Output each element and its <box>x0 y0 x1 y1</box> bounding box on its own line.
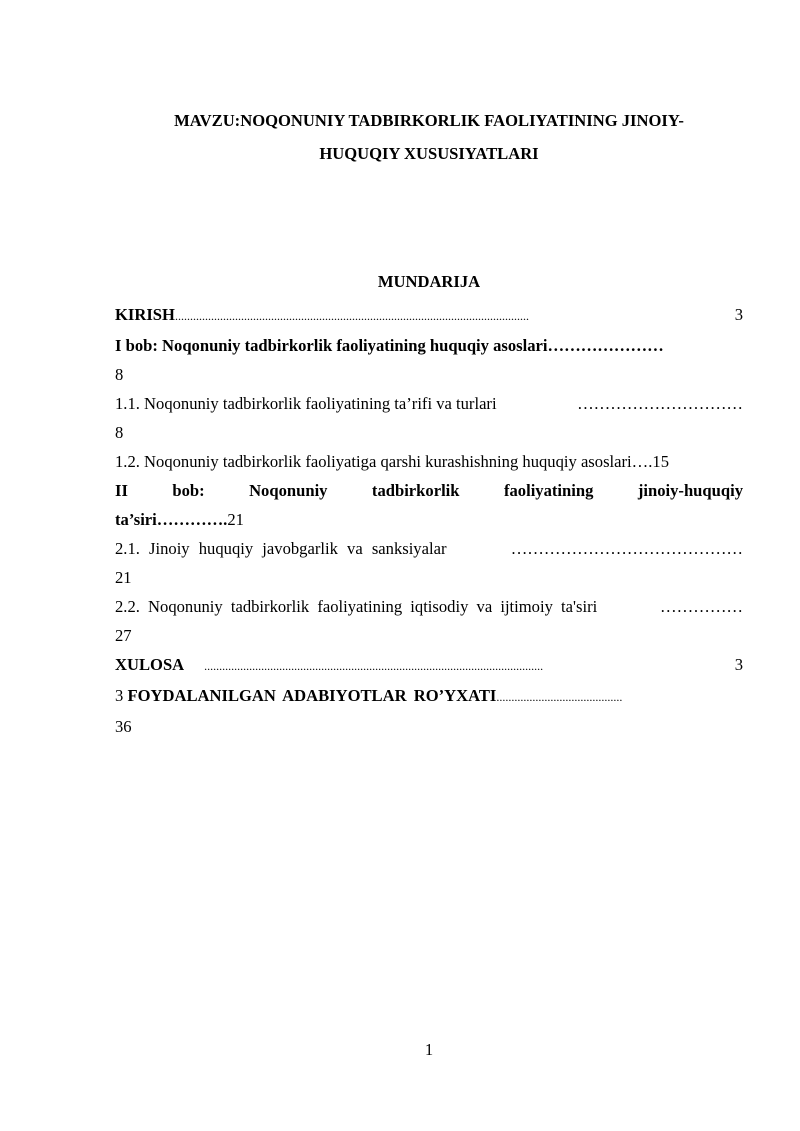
title-line-1: MAVZU:NOQONUNIY TADBIRKORLIK FAOLIYATINING JINOIY- <box>174 111 684 130</box>
toc-entry-word: tadbirkorlik <box>371 481 460 500</box>
toc-entry-page: 15 <box>652 452 669 471</box>
toc-entry-page: 3 <box>734 655 743 674</box>
toc-entry-page: 21 <box>115 568 132 587</box>
toc-entry-2-1[interactable] <box>115 534 743 563</box>
toc-entry-word: jinoiy-huquqiy <box>637 481 743 500</box>
toc-entry-word: II <box>115 481 128 500</box>
table-of-contents <box>115 300 743 741</box>
toc-entry-chapter-2[interactable] <box>115 476 743 505</box>
toc-entry-dots: …………… <box>660 597 743 616</box>
toc-heading: MUNDARIJA <box>377 272 481 291</box>
toc-entry-label: 2.2. Noqonuniy tadbirkorlik faoliyatining iqtisodiy va ijtimoiy ta'siri <box>115 597 598 616</box>
toc-entry-label: FOYDALANILGAN ADABIYOTLAR RO’YXATI <box>127 686 497 705</box>
toc-entry-dots: .......................................... <box>496 690 623 704</box>
toc-entry-dots: ...................................................................................................................... <box>174 309 529 323</box>
toc-entry-1-2[interactable] <box>115 447 743 476</box>
toc-entry-kirish[interactable] <box>115 300 743 331</box>
title-line-2: HUQUQIY XUSUSIYATLARI <box>319 144 539 163</box>
toc-entry-label: XULOSA <box>115 655 185 674</box>
toc-entry-page-part: 3 <box>115 686 124 705</box>
toc-entry-word: faoliyatining <box>503 481 594 500</box>
toc-entry-page: 21 <box>227 510 244 529</box>
toc-entry-page: 36 <box>115 717 132 736</box>
toc-entry-2-2[interactable] <box>115 592 743 621</box>
toc-entry-dots: …………………………………… <box>510 539 743 558</box>
toc-entry-chapter-1[interactable] <box>115 331 743 360</box>
toc-entry-chapter-2-cont <box>115 505 743 534</box>
toc-entry-page: 8 <box>115 365 124 384</box>
toc-entry-label: 2.1. Jinoiy huquqiy javobgarlik va sanksiyalar <box>115 539 447 558</box>
toc-entry-word: bob: <box>172 481 205 500</box>
toc-entry-references[interactable] <box>115 681 743 712</box>
document-title <box>100 104 758 170</box>
toc-entry-label: I bob: Noqonuniy tadbirkorlik faoliyatining huquqiy asoslari <box>115 336 548 355</box>
toc-entry-label: KIRISH <box>115 305 175 324</box>
toc-entry-1-1[interactable] <box>115 389 743 418</box>
toc-entry-dots: ................................................................................................................. <box>204 659 544 673</box>
toc-entry-label: ta’siri <box>115 510 157 529</box>
toc-entry-page: 3 <box>734 305 743 324</box>
toc-entry-xulosa[interactable] <box>115 650 743 681</box>
toc-entry-dots: …. <box>631 452 653 471</box>
page-number: 1 <box>424 1040 434 1059</box>
toc-entry-dots: ………………… <box>547 336 664 355</box>
toc-entry-label: 1.2. Noqonuniy tadbirkorlik faoliyatiga qarshi kurashishning huquqiy asoslari <box>115 452 632 471</box>
toc-entry-page: 27 <box>115 626 132 645</box>
toc-entry-page: 8 <box>115 423 124 442</box>
toc-entry-word: Noqonuniy <box>249 481 328 500</box>
toc-entry-label: 1.1. Noqonuniy tadbirkorlik faoliyatining ta’rifi va turlari <box>115 394 497 413</box>
toc-entry-dots: …………. <box>156 510 228 529</box>
toc-entry-dots: ………………………… <box>577 394 743 413</box>
